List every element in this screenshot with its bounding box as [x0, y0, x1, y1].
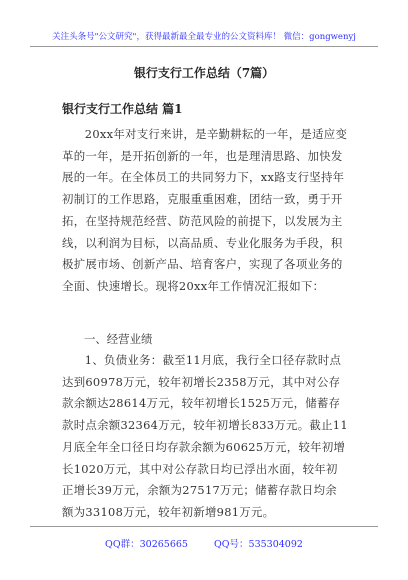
footer-divider: [30, 526, 378, 527]
footer-qq-number: QQ号：535304092: [213, 539, 303, 550]
liability-business-paragraph: 1、负债业务：截至11月底，我行全口径存款时点达到60978万元，较年初增长2358万元，其中对公存款余额达28614万元，较年初增长1525万元，储蓄存款时点余额32364万元，较年初增长833万元。截止11月底全年全口径日均存款余额为60625万元，较年初增长1020万元，其中对公存款日均已浮出水面，较年初正增长39万元，余额为27517万元；储蓄存款日均余额为33108万元，较年初新增981万元。: [62, 353, 348, 519]
section-title: 银行支行工作总结 篇1: [62, 102, 183, 116]
header-divider: [30, 46, 378, 47]
intro-paragraph: 20xx年对支行来讲，是辛勤耕耘的一年，是适应变革的一年，是开拓创新的一年，也是理清思路、加快发展的一年。在全体员工的共同努力下，xx路支行坚持年初制订的工作思路，克服重重困难，团结一致，勇于开拓，在坚持规范经营、防范风险的前提下，以发展为主线，以利润为目标，以高品质、专业化服务为手段，积极扩展市场、创新产品、培育客户，实现了各项业务的全面、快速增长。现将20xx年工作情况汇报如下：: [62, 127, 348, 293]
footer-contact: [0, 536, 408, 550]
heading-business-performance: 一、经营业绩: [84, 332, 153, 346]
header-promo-note: 关注头条号"公文研究"，获得最新最全最专业的公文资料库！ 微信：gongwenyj: [52, 32, 356, 42]
document-title: 银行支行工作总结（7篇）: [133, 66, 275, 80]
footer-qq-group: QQ群：30265665: [105, 539, 188, 550]
